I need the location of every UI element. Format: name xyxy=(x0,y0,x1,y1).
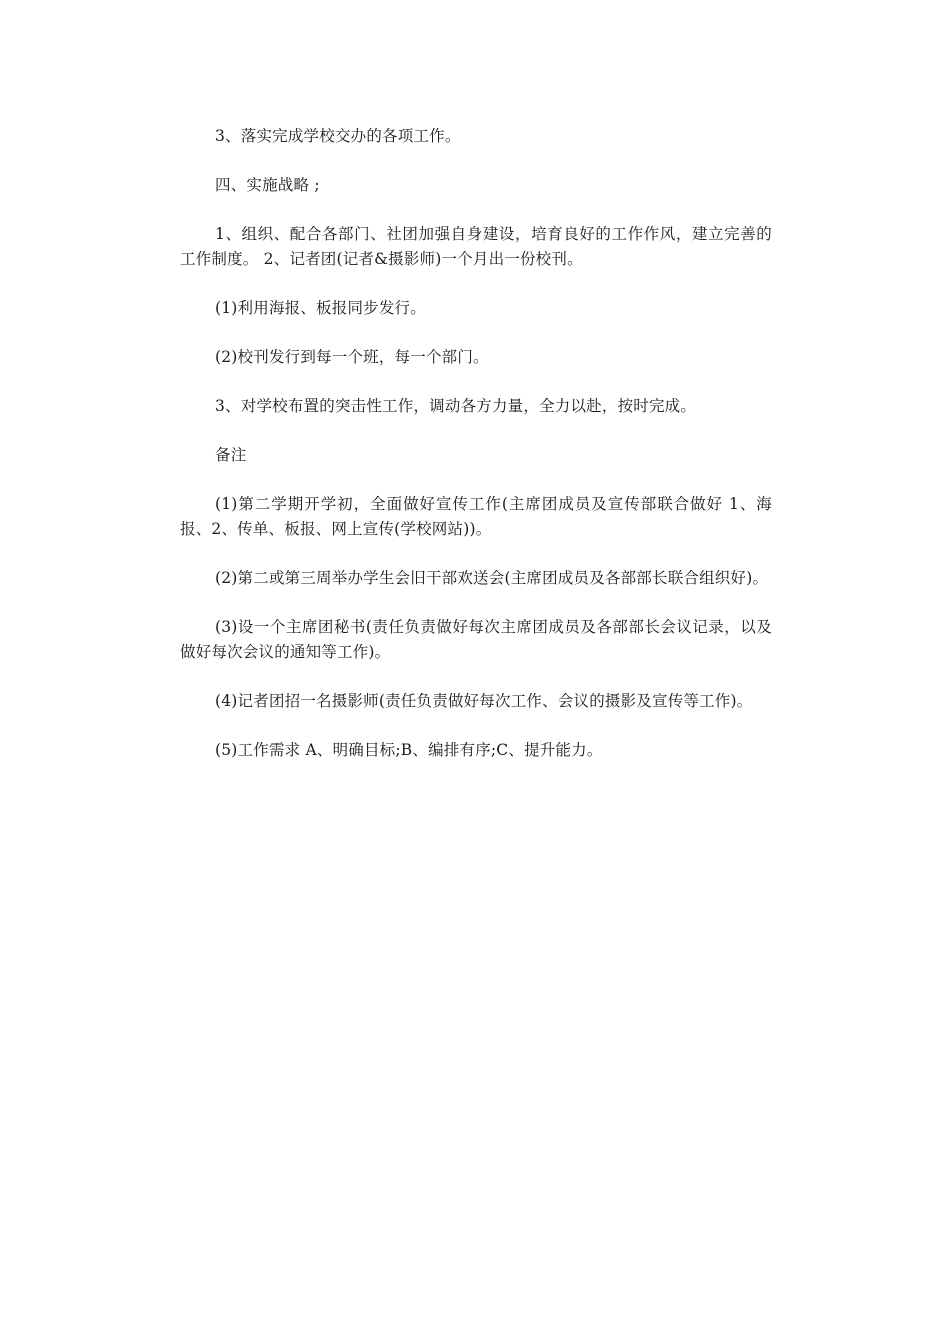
note-3: (3)设一个主席团秘书(责任负责做好每次主席团成员及各部部长会议记录，以及做好每次会议的通知等工作)。 xyxy=(180,618,772,661)
paragraph-publish-posters: (1)利用海报、板报同步发行。 xyxy=(215,299,426,317)
note-2: (2)第二或第三周举办学生会旧干部欢送会(主席团成员及各部部长联合组织好)。 xyxy=(215,569,769,587)
document-body xyxy=(180,124,772,787)
section-heading-strategy: 四、实施战略 ; xyxy=(215,176,320,194)
paragraph-strategy-3: 3、对学校布置的突击性工作，调动各方力量，全力以赴，按时完成。 xyxy=(215,397,697,415)
paragraph-strategy-1-2: 1、组织、配合各部门、社团加强自身建设，培育良好的工作作风，建立完善的工作制度。 2、记者团(记者&摄影师)一个月出一份校刊。 xyxy=(180,225,772,268)
note-4: (4)记者团招一名摄影师(责任负责做好每次工作、会议的摄影及宣传等工作)。 xyxy=(215,692,753,710)
paragraph-task-3: 3、落实完成学校交办的各项工作。 xyxy=(215,127,461,145)
section-heading-notes: 备注 xyxy=(215,446,247,464)
paragraph-distribute-journal: (2)校刊发行到每一个班，每一个部门。 xyxy=(215,348,489,366)
note-5: (5)工作需求 A、明确目标;B、编排有序;C、提升能力。 xyxy=(215,741,603,759)
note-1: (1)第二学期开学初，全面做好宣传工作(主席团成员及宣传部联合做好 1、海报、2、传单、板报、网上宣传(学校网站))。 xyxy=(180,495,772,538)
